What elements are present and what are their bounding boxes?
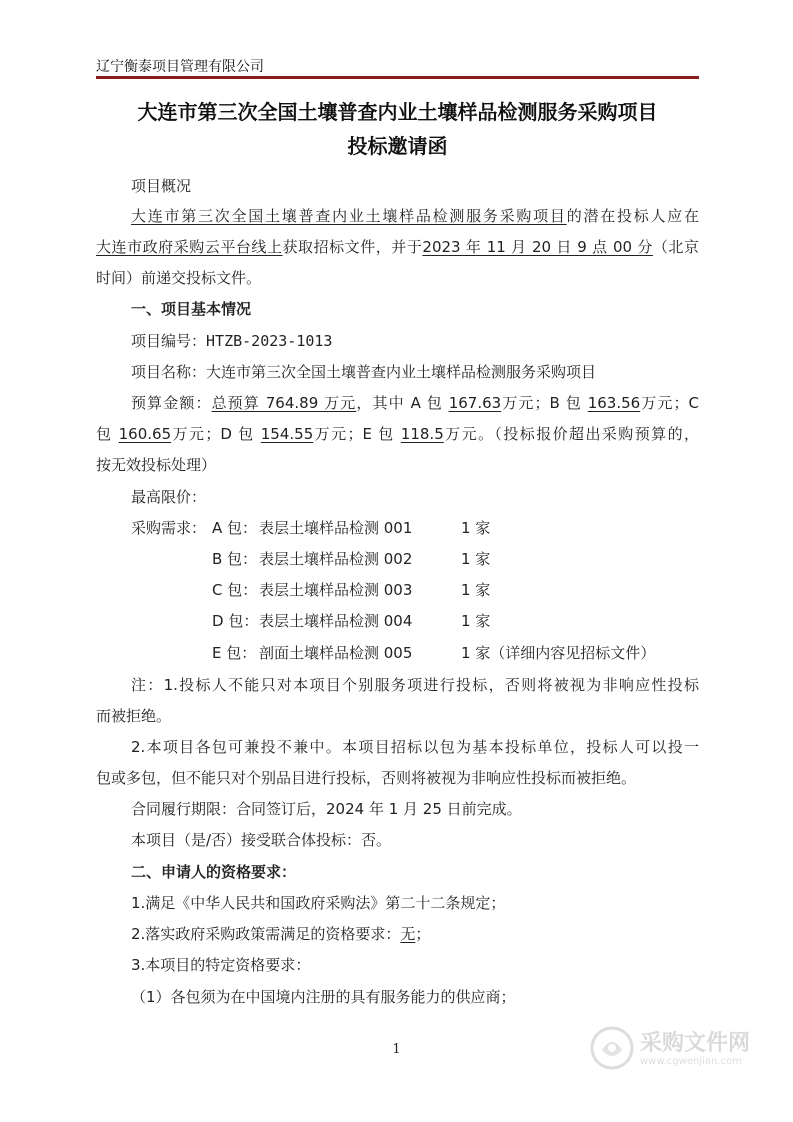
requirement-quantity: 1 家 [461, 612, 491, 630]
requirements-label: 采购需求： [131, 519, 207, 537]
requirement-package: D 包： [212, 612, 259, 630]
overview-heading: 项目概况 [131, 177, 192, 195]
requirement-quantity: 1 家（详细内容见招标文件） [461, 644, 656, 662]
overview-deadline: 2023 年 11 月 20 日 9 点 00 分 [422, 238, 653, 256]
overview-text: 获取招标文件，并于 [282, 238, 423, 256]
requirement-package: E 包： [212, 644, 257, 662]
watermark [588, 1022, 758, 1078]
qualification-2-text: 2.落实政府采购政策需满足的资格要求： [131, 925, 401, 943]
overview-paragraph-line1 [131, 206, 699, 226]
overview-project-name: 大连市第三次全国土壤普查内业土壤样品检测服务采购项目 [131, 207, 567, 225]
note2-line1: 2.本项目各包可兼投不兼中。本项目招标以包为基本投标单位，投标人可以投一 [131, 738, 699, 756]
budget-package-c: 160.65 [118, 425, 172, 443]
document-title: 大连市第三次全国土壤普查内业土壤样品检测服务采购项目 [137, 100, 658, 124]
budget-line3: 按无效投标处理） [96, 456, 217, 474]
budget-package-d: 154.55 [260, 425, 314, 443]
budget-text: 万元。（投标报价超出采购预算的， [443, 425, 699, 443]
overview-paragraph-line2 [96, 237, 699, 257]
overview-paragraph-line3: 时间）前递交投标文件。 [96, 269, 262, 287]
qualification-3-1: （1）各包须为在中国境内注册的具有服务能力的供应商； [131, 988, 516, 1006]
budget-line2 [96, 424, 699, 444]
qualification-2-punct: ； [415, 925, 431, 943]
project-name-value: 大连市第三次全国土壤普查内业土壤样品检测服务采购项目 [206, 363, 597, 381]
qualification-3: 3.本项目的特定资格要求： [131, 956, 311, 974]
requirement-package: C 包： [212, 581, 258, 599]
max-price-label: 最高限价： [131, 488, 207, 506]
page-number: 1 [392, 1042, 401, 1057]
budget-label: 预算金额： [131, 394, 212, 412]
watermark-text: 采购文件网 [640, 1031, 751, 1056]
header-divider [96, 76, 699, 79]
budget-package-b: 163.56 [587, 394, 641, 412]
qualification-1: 1.满足《中华人民共和国政府采购法》第二十二条规定； [131, 894, 506, 912]
requirement-quantity: 1 家 [461, 550, 491, 568]
header-company-name: 辽宁衡泰项目管理有限公司 [96, 59, 264, 75]
requirement-package: A 包： [212, 519, 258, 537]
watermark-logo-icon [590, 1026, 634, 1070]
budget-text: ，其中 A 包 [356, 394, 449, 412]
project-name-row [131, 362, 734, 382]
project-number-row [131, 331, 734, 351]
project-name-label: 项目名称： [131, 363, 207, 381]
requirement-item: 剖面土壤样品检测 005 [259, 644, 413, 662]
note1-line2: 而被拒绝。 [96, 707, 172, 725]
project-number-value: HTZB-2023-1013 [206, 332, 333, 350]
budget-text: 万元；D 包 [171, 425, 261, 443]
watermark-url: www.cgwenjian.com [640, 1056, 742, 1067]
budget-line1 [131, 393, 699, 413]
budget-total: 总预算 764.89 万元 [211, 394, 357, 412]
section1-heading: 一、项目基本情况 [131, 300, 252, 318]
section2-heading: 二、申请人的资格要求： [131, 863, 297, 881]
requirement-item: 表层土壤样品检测 002 [259, 550, 413, 568]
overview-text: （北京 [652, 238, 699, 256]
requirement-package: B 包： [212, 550, 258, 568]
qualification-2 [131, 924, 734, 944]
qualification-2-value: 无 [400, 925, 416, 943]
budget-package-e: 118.5 [400, 425, 444, 443]
budget-text: 万元；C [640, 394, 699, 412]
requirement-item: 表层土壤样品检测 003 [259, 581, 413, 599]
consortium-statement: 本项目（是/否）接受联合体投标：否。 [131, 831, 392, 849]
note2-line2: 包或多包，但不能只对个别品目进行投标，否则将被视为非响应性投标而被拒绝。 [96, 769, 637, 787]
requirement-quantity: 1 家 [461, 581, 491, 599]
overview-text: 的潜在投标人应在 [566, 207, 699, 225]
requirement-item: 表层土壤样品检测 004 [259, 612, 413, 630]
budget-text: 万元；E 包 [313, 425, 401, 443]
overview-platform: 大连市政府采购云平台线上 [96, 238, 283, 256]
project-number-label: 项目编号： [131, 332, 207, 350]
contract-period: 合同履行期限：合同签订后，2024 年 1 月 25 日前完成。 [131, 800, 522, 818]
budget-text: 万元；B 包 [501, 394, 588, 412]
document-subtitle: 投标邀请函 [347, 134, 448, 158]
requirement-item: 表层土壤样品检测 001 [259, 519, 413, 537]
budget-package-a: 167.63 [448, 394, 502, 412]
budget-text: 包 [96, 425, 119, 443]
note1-line1: 注：1.投标人不能只对本项目个别服务项进行投标，否则将被视为非响应性投标 [131, 676, 699, 694]
requirement-quantity: 1 家 [461, 519, 491, 537]
